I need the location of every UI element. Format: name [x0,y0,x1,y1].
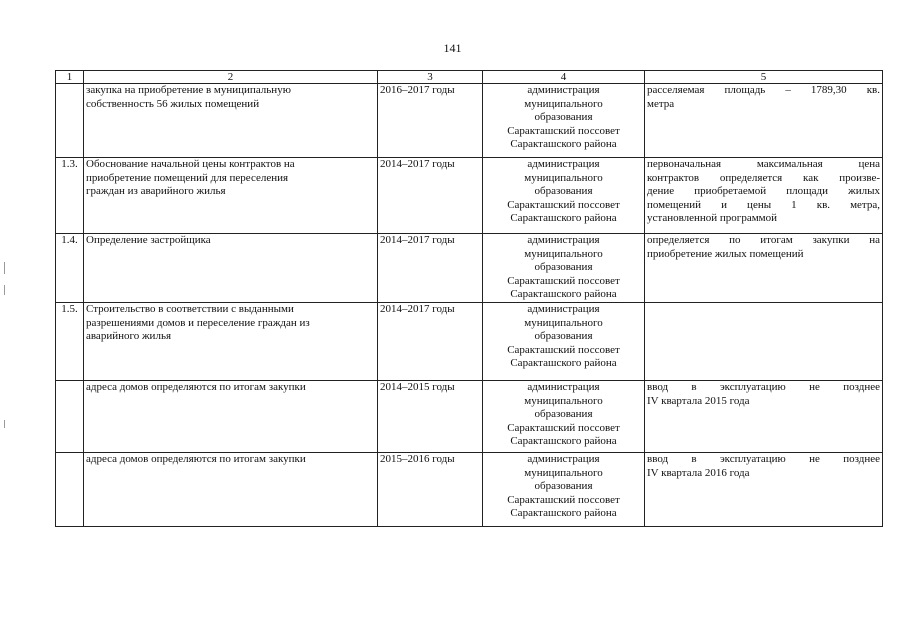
result-line: установленной программой [647,212,778,225]
description-line: приобретение помещений для переселения [86,171,289,184]
table-header-row [56,71,883,84]
executor-line: муниципального [524,466,603,479]
table-row [56,302,883,380]
responsible-executor [483,84,645,158]
result-line: приобретение жилых помещений [647,247,804,260]
table-row [56,84,883,158]
executor-line: муниципального [524,316,603,329]
result-line: определяется по итогам закупки на [647,234,880,246]
executor-line: образования [534,408,593,421]
row-number [56,380,84,452]
row-number: 1.4. [56,234,84,303]
executor-line: администрация [527,158,600,170]
result-line: дение приобретаемой площади жилых [647,185,880,198]
implementation-period: 2016–2017 годы [378,84,483,158]
result-line: IV квартала 2015 года [647,394,750,407]
executor-line: Саракташского района [510,357,617,370]
executor-line: муниципального [524,247,603,260]
executor-line: Саракташского района [510,212,617,225]
table-row [56,380,883,452]
activity-description [84,380,378,452]
scan-mark [4,262,5,274]
table-row [56,234,883,303]
activity-description [84,234,378,303]
row-number: 1.5. [56,302,84,380]
description-line: Определение застройщика [86,234,211,246]
description-line: разрешениями домов и переселение граждан из [86,316,310,329]
executor-line: администрация [527,302,600,315]
program-table [55,70,883,527]
executor-line: Саракташского района [510,138,617,151]
executor-line: Саракташского района [510,288,617,301]
responsible-executor [483,234,645,303]
table-row [56,158,883,234]
expected-result [645,234,883,303]
description-line: Обоснование начальной цены контрактов на [86,158,295,170]
activity-description [84,452,378,526]
description-line: аварийного жилья [86,330,172,343]
result-line: контрактов определяется как произве- [647,171,880,184]
result-line: расселяемая площадь – 1789,30 кв. [647,84,880,96]
result-line: ввод в эксплуатацию не позднее [647,380,880,393]
scan-mark [4,420,5,428]
implementation-period: 2014–2017 годы [378,158,483,234]
executor-line: образования [534,261,593,274]
result-line: помещений и цены 1 кв. метра, [647,198,880,211]
executor-line: Саракташский поссовет [507,198,620,211]
executor-line: администрация [527,452,600,465]
responsible-executor [483,452,645,526]
table-body [56,71,883,527]
expected-result [645,302,883,380]
row-number [56,452,84,526]
executor-line: муниципального [524,97,603,110]
executor-line: образования [534,111,593,124]
implementation-period: 2014–2015 годы [378,380,483,452]
executor-line: Саракташского района [510,507,617,520]
responsible-executor [483,158,645,234]
executor-line: образования [534,480,593,493]
executor-line: Саракташского района [510,435,617,448]
expected-result [645,84,883,158]
description-line: собственность 56 жилых помещений [86,97,260,110]
row-number [56,84,84,158]
executor-line: муниципального [524,171,603,184]
scan-mark [4,285,5,295]
expected-result [645,380,883,452]
activity-description [84,302,378,380]
description-line: Строительство в соответствии с выданными [86,302,294,315]
result-line: метра [647,97,675,110]
executor-line: Саракташский поссовет [507,124,620,137]
description-line: закупка на приобретение в муниципальную [86,84,291,96]
header-col-2: 2 [84,71,378,84]
executor-line: Саракташский поссовет [507,343,620,356]
implementation-period: 2015–2016 годы [378,452,483,526]
result-line: ввод в эксплуатацию не позднее [647,452,880,465]
expected-result [645,158,883,234]
header-col-3: 3 [378,71,483,84]
activity-description [84,158,378,234]
responsible-executor [483,380,645,452]
result-line: первоначальная максимальная цена [647,158,880,170]
description-line: адреса домов определяются по итогам закупки [86,380,306,393]
executor-line: образования [534,185,593,198]
page-number: 141 [443,41,462,55]
implementation-period: 2014–2017 годы [378,234,483,303]
activity-description [84,84,378,158]
executor-line: муниципального [524,394,603,407]
header-col-4: 4 [483,71,645,84]
description-line: граждан из аварийного жилья [86,185,226,198]
executor-line: Саракташский поссовет [507,493,620,506]
implementation-period: 2014–2017 годы [378,302,483,380]
description-line: адреса домов определяются по итогам закупки [86,452,306,465]
executor-line: администрация [527,84,600,96]
executor-line: администрация [527,234,600,246]
responsible-executor [483,302,645,380]
result-line: IV квартала 2016 года [647,466,750,479]
expected-result [645,452,883,526]
row-number: 1.3. [56,158,84,234]
executor-line: Саракташский поссовет [507,421,620,434]
table-row [56,452,883,526]
executor-line: Саракташский поссовет [507,274,620,287]
header-col-1: 1 [56,71,84,84]
header-col-5: 5 [645,71,883,84]
executor-line: администрация [527,380,600,393]
executor-line: образования [534,330,593,343]
